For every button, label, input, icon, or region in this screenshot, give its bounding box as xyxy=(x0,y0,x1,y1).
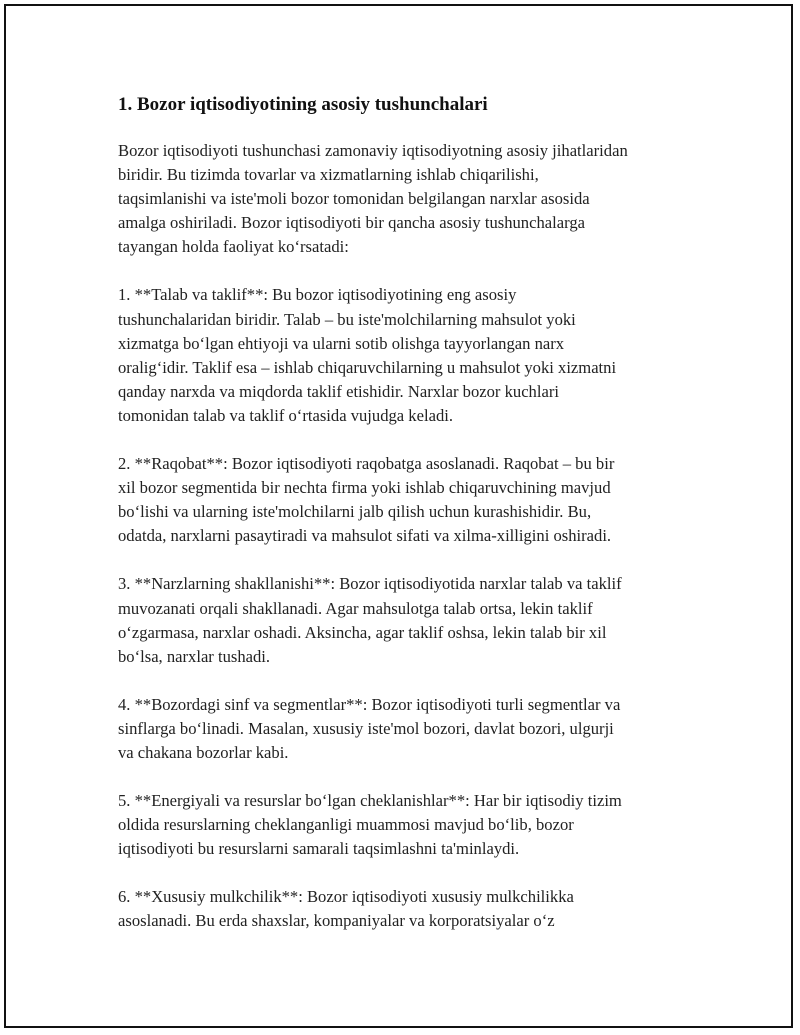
section-heading: 1. Bozor iqtisodiyotining asosiy tushunchalari xyxy=(118,94,488,115)
list-item-narxlarning-shakllanishi: 3. **Narzlarning shakllanishi**: Bozor iqtisodiyotida narxlar talab va taklif muvozanati orqali shakllanadi. Agar mahsulotga talab ortsa, lekin taklif o‘zgarmasa, narxlar oshadi. Aksincha, agar taklif oshsa, lekin talab bir xil bo‘lsa, narxlar tushadi. xyxy=(118,574,622,666)
document-body xyxy=(118,93,698,958)
list-item-talab-va-taklif: 1. **Talab va taklif**: Bu bozor iqtisodiyotining eng asosiy tushunchalaridan biridir. Talab – bu iste'molchilarning mahsulot yoki xizmatga bo‘lgan ehtiyoji va ularni sotib olishga tayyorlangan narx oralig‘idir. Taklif esa – ishlab chiqaruvchilarning u mahsulot yoki xizmatni qanday narxda va miqdorda taklif etishidir. Narxlar bozor kuchlari tomonidan talab va taklif o‘rtasida vujudga keladi. xyxy=(118,285,617,425)
list-item-raqobat: 2. **Raqobat**: Bozor iqtisodiyoti raqobatga asoslanadi. Raqobat – bu bir xil bozor segmentida bir nechta firma yoki ishlab chiqaruvchining mavjud bo‘lishi va ularning iste'molchilarni jalb qilish uchun kurashishidir. Bu, odatda, narxlarni pasaytiradi va mahsulot sifati va xilma-xilligini oshiradi. xyxy=(118,454,615,546)
list-item-xususiy-mulkchilik: 6. **Xususiy mulkchilik**: Bozor iqtisodiyoti xususiy mulkchilikka asoslanadi. Bu erda shaxslar, kompaniyalar va korporatsiyalar o‘z xyxy=(118,887,574,931)
intro-paragraph: Bozor iqtisodiyoti tushunchasi zamonaviy iqtisodiyotning asosiy jihatlaridan biridir. Bu tizimda tovarlar va xizmatlarning ishlab chiqarilishi, taqsimlanishi va iste'moli bozor tomonidan belgilangan narxlar asosida amalga oshiriladi. Bozor iqtisodiyoti bir qancha asosiy tushunchalarga tayangan holda faoliyat ko‘rsatadi: xyxy=(118,141,628,257)
list-item-resurslar-cheklanishi: 5. **Energiyali va resurslar bo‘lgan cheklanishlar**: Har bir iqtisodiy tizim oldida resurslarning cheklanganligi muammosi mavjud bo‘lib, bozor iqtisodiyoti bu resurslarni samarali taqsimlashni ta'minlaydi. xyxy=(118,791,622,859)
list-item-sinf-va-segmentlar: 4. **Bozordagi sinf va segmentlar**: Bozor iqtisodiyoti turli segmentlar va sinflarga bo‘linadi. Masalan, xususiy iste'mol bozori, davlat bozori, ulgurji va chakana bozorlar kabi. xyxy=(118,694,621,762)
